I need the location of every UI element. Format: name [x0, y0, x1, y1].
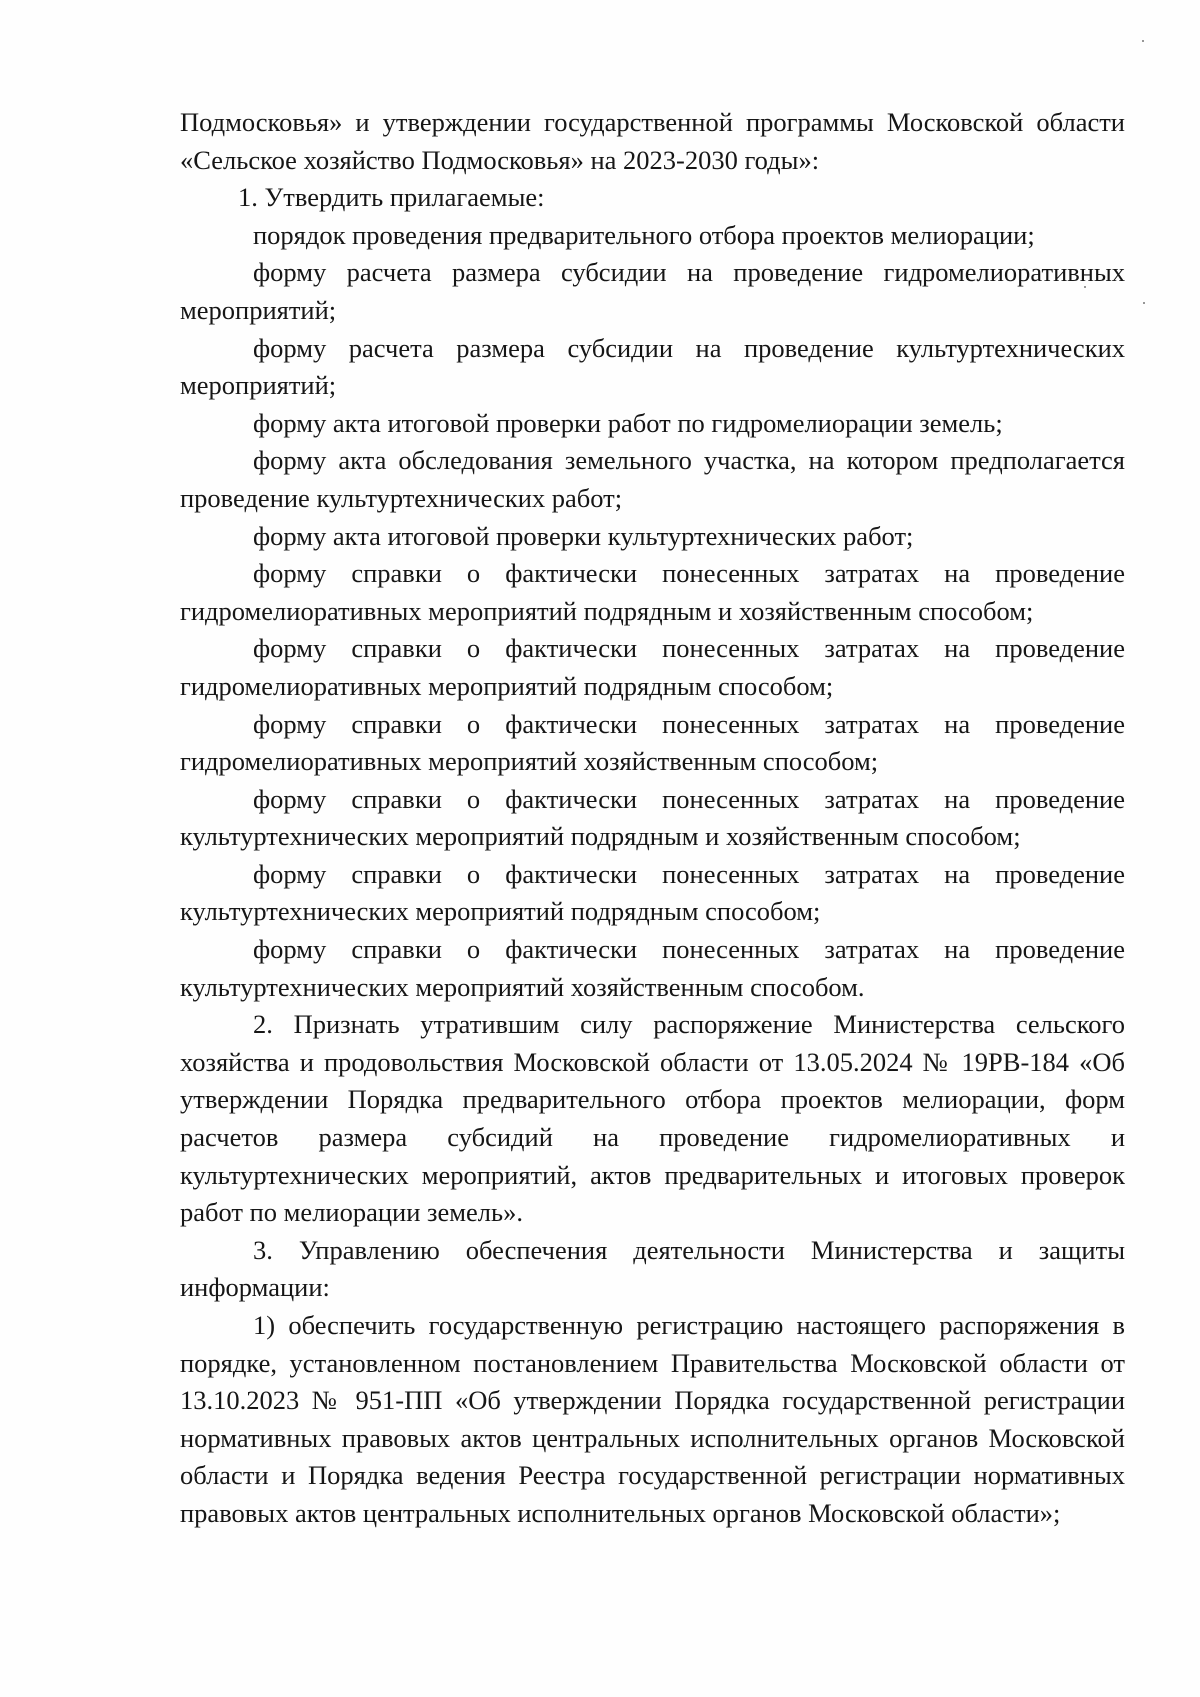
document-body	[180, 104, 1125, 1533]
list-item-selection-order: порядок проведения предварительного отбора проектов мелиорации;	[253, 219, 1035, 250]
list-item-culture-costs-own: форму справки о фактически понесенных затратах на проведение культуртехнических мероприятий хозяйственным способом.	[180, 934, 1125, 1002]
list-item-hydro-costs-contract: форму справки о фактически понесенных затратах на проведение гидромелиоративных мероприятий подрядным способом;	[180, 633, 1125, 701]
paragraph-continuation: Подмосковья» и утверждении государственной программы Московской области «Сельское хозяйство Подмосковья» на 2023-2030 годы»:	[180, 107, 1125, 175]
list-item-culture-inspection-act: форму акта итоговой проверки культуртехнических работ;	[253, 520, 914, 551]
list-item-hydro-costs-own: форму справки о фактически понесенных затратах на проведение гидромелиоративных мероприятий хозяйственным способом;	[180, 708, 1125, 777]
list-item-culture-costs-mixed: форму справки о фактически понесенных затратах на проведение культуртехнических мероприятий подрядным и хозяйственным способом;	[180, 783, 1125, 852]
paragraph-item-3: 3. Управлению обеспечения деятельности Министерства и защиты информации:	[180, 1234, 1125, 1303]
list-item-hydro-costs-mixed: форму справки о фактически понесенных затратах на проведение гидромелиоративных мероприятий подрядным и хозяйственным способом;	[180, 558, 1125, 626]
paragraph-item-2: 2. Признать утратившим силу распоряжение Министерства сельского хозяйства и продовольствия Московской области от 13.05.2024 № 19РВ-184 «Об утверждении Порядка предварительного отбора проектов мелиорации, форм расчетов размера субсидий на проведение гидромелиоративных и культуртехнических мероприятий, актов предварительных и итоговых проверок работ по мелиорации земель».	[180, 1009, 1125, 1228]
scan-speck	[1143, 302, 1145, 304]
list-item-culture-costs-contract: форму справки о фактически понесенных затратах на проведение культуртехнических мероприятий подрядным способом;	[180, 858, 1125, 927]
scan-speck	[1142, 40, 1144, 42]
list-item-culture-subsidy-form: форму расчета размера субсидии на проведение культуртехнических мероприятий;	[180, 332, 1125, 401]
list-item-land-survey-act: форму акта обследования земельного участка, на котором предполагается проведение культуртехнических работ;	[180, 445, 1125, 513]
list-item-hydro-inspection-act: форму акта итоговой проверки работ по гидромелиорации земель;	[253, 407, 1003, 438]
paragraph-subitem-1: 1) обеспечить государственную регистрацию настоящего распоряжения в порядке, установленном постановлением Правительства Московской области от 13.10.2023 № 951-ПП «Об утверждении Порядка государственной регистрации нормативных правовых актов центральных исполнительных органов Московской области и Порядка ведения Реестра государственной регистрации нормативных правовых актов центральных исполнительных органов Московской области»;	[180, 1310, 1125, 1528]
paragraph-item-1: 1. Утвердить прилагаемые:	[238, 182, 545, 213]
list-item-hydro-subsidy-form: форму расчета размера субсидии на проведение гидромелиоративных мероприятий;	[180, 257, 1125, 325]
